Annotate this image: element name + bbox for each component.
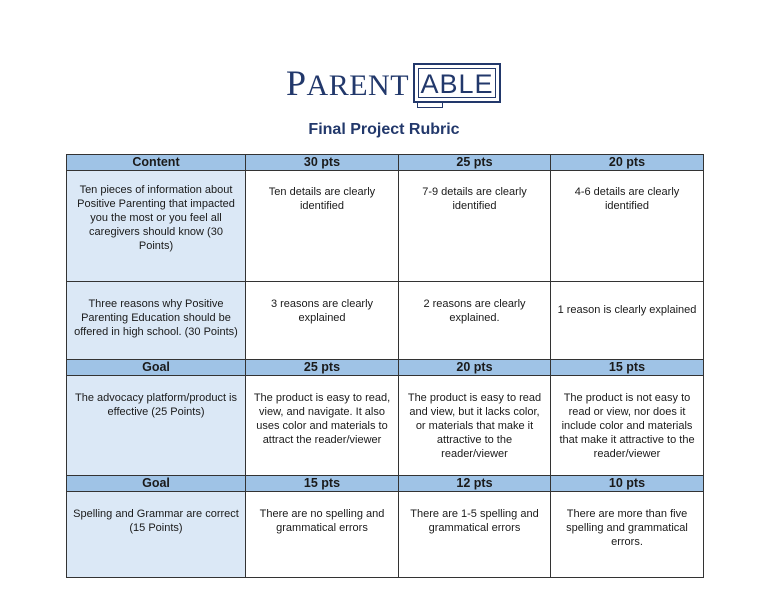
header-cell: 20 pts (551, 155, 704, 171)
criterion-cell: The advocacy platform/product is effective (25 Points) (67, 376, 246, 476)
header-cell: 20 pts (399, 360, 551, 376)
parentable-logo (286, 60, 501, 106)
header-cell: Goal (67, 360, 246, 376)
table-row (67, 376, 704, 476)
score-cell: There are more than five spelling and grammatical errors. (551, 492, 704, 578)
header-cell: 15 pts (551, 360, 704, 376)
criterion-cell: Spelling and Grammar are correct (15 Points) (67, 492, 246, 578)
header-cell: 10 pts (551, 476, 704, 492)
logo-wordmark: PARENT (286, 63, 410, 103)
header-cell: 25 pts (399, 155, 551, 171)
score-cell: 7-9 details are clearly identified (399, 171, 551, 282)
page-title: Final Project Rubric (308, 121, 460, 138)
score-cell: There are 1-5 spelling and grammatical errors (399, 492, 551, 578)
table-row (67, 282, 704, 360)
table-row (67, 492, 704, 578)
score-cell: The product is easy to read, view, and navigate. It also uses color and materials to attract the reader/viewer (246, 376, 399, 476)
header-cell: Goal (67, 476, 246, 492)
logo-boxed-text: ABLE (420, 68, 494, 99)
header-cell: 25 pts (246, 360, 399, 376)
score-cell: The product is easy to read and view, but it lacks color, or materials that make it attractive to the reader/viewer (399, 376, 551, 476)
criterion-cell: Three reasons why Positive Parenting Education should be offered in high school. (30 Points) (67, 282, 246, 360)
header-cell: 15 pts (246, 476, 399, 492)
score-cell: 2 reasons are clearly explained. (399, 282, 551, 360)
rubric-table (66, 154, 704, 578)
score-cell: There are no spelling and grammatical errors (246, 492, 399, 578)
header-cell: 12 pts (399, 476, 551, 492)
score-cell: Ten details are clearly identified (246, 171, 399, 282)
header-row-goal (67, 476, 704, 492)
table-row (67, 171, 704, 282)
header-cell: Content (67, 155, 246, 171)
header-cell: 30 pts (246, 155, 399, 171)
logo-boxed-mark (413, 63, 501, 103)
score-cell: 1 reason is clearly explained (551, 282, 704, 360)
score-cell: 4-6 details are clearly identified (551, 171, 704, 282)
score-cell: 3 reasons are clearly explained (246, 282, 399, 360)
header-row-content (67, 155, 704, 171)
header-row-goal (67, 360, 704, 376)
logo-tray-icon (417, 103, 443, 108)
score-cell: The product is not easy to read or view, nor does it include color and materials that make it attractive to the reader/viewer (551, 376, 704, 476)
criterion-cell: Ten pieces of information about Positive Parenting that impacted you the most or you feel all caregivers should know (30 Points) (67, 171, 246, 282)
